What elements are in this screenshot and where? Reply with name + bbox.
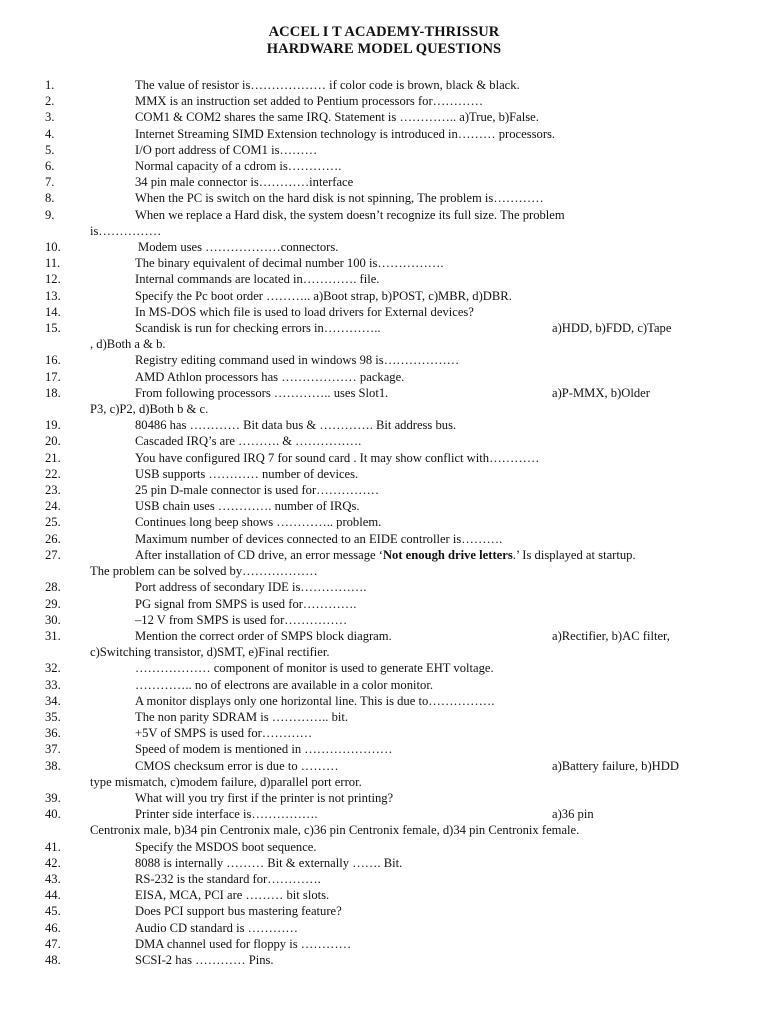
question-number: 32. [45,661,61,676]
question-text-main: Normal capacity of a cdrom is…………. [135,159,342,174]
question-item [0,806,768,838]
question-number: 38. [45,758,61,773]
question-text [135,790,688,806]
question-item [0,871,768,887]
question-number: 9. [45,207,55,222]
question-item [0,304,768,320]
question-text [138,239,688,255]
question-text-main: DMA channel used for floppy is ………… [135,936,352,951]
question-text [135,158,688,174]
question-text [135,369,688,385]
question-text [135,433,688,449]
question-text-main: COM1 & COM2 shares the same IRQ. Statement is ………….. a)True, b)False. [135,110,539,125]
question-text [135,596,688,612]
question-item [0,579,768,595]
question-item [0,887,768,903]
question-number: 5. [45,142,55,157]
question-text-main: What will you try first if the printer is not printing? [135,790,394,805]
question-text [135,952,688,968]
question-item [0,709,768,725]
question-item [0,433,768,449]
question-number: 3. [45,110,55,125]
question-text-main: From following processors ………….. uses Slot1. [135,385,389,400]
question-number: 6. [45,159,55,174]
question-text [135,612,688,628]
question-text [135,579,688,595]
question-number: 11. [45,256,61,271]
question-text [135,514,688,530]
question-text-main: In MS-DOS which file is used to load drivers for External devices? [135,304,474,319]
question-item [0,514,768,530]
question-text [135,93,688,109]
question-item [0,466,768,482]
question-item [0,628,768,660]
question-continuation: is…………… [90,223,162,238]
question-text [135,498,688,514]
question-text-main: EISA, MCA, PCI are ……… bit slots. [135,888,330,903]
question-text [135,304,688,320]
question-text [135,693,688,709]
question-number: 45. [45,904,61,919]
question-number: 34. [45,693,61,708]
question-text [135,936,688,952]
question-item [0,531,768,547]
question-number: 26. [45,531,61,546]
question-number: 28. [45,580,61,595]
question-item [0,693,768,709]
question-item [0,936,768,952]
question-number: 48. [45,952,61,967]
question-continuation: The problem can be solved by……………… [90,564,318,579]
question-text [135,677,688,693]
question-item [0,142,768,158]
question-options: a)Battery failure, b)HDD [552,758,679,773]
question-continuation: P3, c)P2, d)Both b & c. [90,402,209,417]
question-item [0,612,768,628]
question-text-main: The value of resistor is……………… if color code is brown, black & black. [135,78,520,92]
question-item [0,741,768,757]
question-number: 43. [45,871,61,886]
question-text-main: RS-232 is the standard for…………. [135,871,321,886]
question-number: 42. [45,855,61,870]
question-number: 36. [45,726,61,741]
question-options: a)HDD, b)FDD, c)Tape [552,321,672,336]
document-subtitle: HARDWARE MODEL QUESTIONS [266,41,502,57]
question-text-main: 8088 is internally ……… Bit & externally ……. Bit. [135,855,403,870]
question-options: a)Rectifier, b)AC filter, [552,628,670,643]
question-item [0,190,768,206]
question-item [0,417,768,433]
question-text-main: Speed of modem is mentioned in ………………… [135,742,393,757]
question-item [0,758,768,790]
question-text-main: Mention the correct order of SMPS block diagram. [135,628,392,643]
question-item [0,158,768,174]
question-number: 20. [45,434,61,449]
question-item [0,77,768,93]
question-text-main: PG signal from SMPS is used for…………. [135,596,357,611]
question-text-main: MMX is an instruction set added to Pentium processors for………… [135,94,484,109]
question-text-main: Internet Streaming SIMD Extension technology is introduced in……… processors. [135,126,556,141]
question-text [135,190,688,206]
question-text-bold: Not enough drive letters [382,547,513,562]
question-text-main: AMD Athlon processors has ……………… package. [135,369,405,384]
question-text [135,126,688,142]
question-text [135,109,688,125]
question-item [0,207,768,239]
question-continuation: , d)Both a & b. [90,337,166,352]
question-number: 35. [45,709,61,724]
question-text-main: Cascaded IRQ’s are ………. & ……………. [135,434,362,449]
question-continuation: Centronix male, b)34 pin Centronix male, c)36 pin Centronix female, d)34 pin Centronix female. [90,823,580,838]
question-text-main: SCSI-2 has ………… Pins. [135,952,274,967]
question-text-main: The binary equivalent of decimal number 100 is……………. [135,256,444,271]
question-text-main: Audio CD standard is ………… [135,920,299,935]
question-text [135,806,688,822]
question-text-main: Internal commands are located in…………. file. [135,272,380,287]
question-text-part: .’ Is displayed at startup. [512,547,636,562]
question-item [0,482,768,498]
question-item [0,952,768,968]
question-text-main: Specify the Pc boot order ……….. a)Boot strap, b)POST, c)MBR, d)DBR. [135,288,512,303]
question-text [135,628,688,644]
question-text [135,255,688,271]
question-text [135,531,688,547]
question-list [0,77,768,968]
question-text [135,385,688,401]
question-item [0,352,768,368]
question-text [135,741,688,757]
question-text [135,77,688,93]
question-item [0,239,768,255]
question-item [0,498,768,514]
question-number: 14. [45,304,61,319]
question-continuation: type mismatch, c)modem failure, d)parallel port error. [90,774,362,789]
question-text-main: Port address of secondary IDE is……………. [135,580,367,595]
question-text-main: ……………… component of monitor is used to generate EHT voltage. [135,661,494,676]
question-text-main: Printer side interface is……………. [135,807,318,822]
question-item [0,855,768,871]
question-text-main: Does PCI support bus mastering feature? [135,904,342,919]
question-number: 44. [45,888,61,903]
question-number: 4. [45,126,55,141]
question-number: 39. [45,790,61,805]
question-text [135,142,688,158]
question-number: 31. [45,628,61,643]
question-item [0,126,768,142]
question-text-main: A monitor displays only one horizontal line. This is due to……………. [135,693,495,708]
question-text [135,709,688,725]
question-number: 23. [45,483,61,498]
question-text [135,320,688,336]
question-number: 33. [45,677,61,692]
question-text [135,839,688,855]
question-number: 21. [45,450,61,465]
question-number: 37. [45,742,61,757]
question-number: 18. [45,385,61,400]
question-item [0,903,768,919]
question-number: 40. [45,807,61,822]
question-item [0,596,768,612]
document-title: ACCEL I T ACADEMY-THRISSUR [268,24,500,40]
question-text-main: 80486 has ………… Bit data bus & …………. Bit address bus. [135,418,457,433]
question-number: 1. [45,78,55,92]
question-item [0,660,768,676]
question-text-main: You have configured IRQ 7 for sound card . It may show conflict with………… [135,450,540,465]
question-number: 47. [45,936,61,951]
question-options: a)P-MMX, b)Older [552,385,650,400]
question-text [135,288,688,304]
question-number: 46. [45,920,61,935]
question-text-main: +5V of SMPS is used for………… [135,726,313,741]
question-number: 8. [45,191,55,206]
question-text [135,207,688,223]
question-text [135,417,688,433]
question-text-main: CMOS checksum error is due to ……… [135,758,339,773]
question-text-main: The non parity SDRAM is ………….. bit. [135,709,349,724]
question-text-main: When we replace a Hard disk, the system doesn’t recognize its full size. The problem [135,207,565,222]
question-item [0,109,768,125]
question-continuation: c)Switching transistor, d)SMT, e)Final rectifier. [90,645,330,660]
question-text-main: USB chain uses …………. number of IRQs. [135,499,360,514]
question-text-main: 34 pin male connector is…………interface [135,175,354,190]
question-item [0,320,768,352]
question-text-main: ………….. no of electrons are available in a color monitor. [135,677,433,692]
question-number: 2. [45,94,55,109]
question-text [135,920,688,936]
question-text [135,855,688,871]
question-text-main: –12 V from SMPS is used for…………… [135,612,348,627]
question-number: 27. [45,547,61,562]
question-text-main: Scandisk is run for checking errors in………….. [135,321,381,336]
question-text [135,450,688,466]
question-item [0,255,768,271]
question-number: 7. [45,175,55,190]
question-text-main: When the PC is switch on the hard disk is not spinning, The problem is………… [135,191,544,206]
question-number: 22. [45,466,61,481]
question-item [0,790,768,806]
question-item [0,385,768,417]
question-text [135,725,688,741]
question-options: a)36 pin [552,807,594,822]
question-text-main: 25 pin D-male connector is used for…………… [135,483,380,498]
question-text-main: I/O port address of COM1 is……… [135,142,318,157]
question-item [0,174,768,190]
question-text [135,271,688,287]
question-text [135,660,688,676]
question-text [135,871,688,887]
question-number: 16. [45,353,61,368]
question-number: 10. [45,240,61,255]
question-text-main: Modem uses ………………connectors. [138,240,339,255]
question-number: 12. [45,272,61,287]
question-item [0,839,768,855]
question-text-main: Continues long beep shows ………….. problem. [135,515,382,530]
question-text [135,174,688,190]
question-number: 19. [45,418,61,433]
question-text-part: After installation of CD drive, an error message ‘ [135,547,383,562]
question-number: 30. [45,612,61,627]
question-text [135,466,688,482]
question-text [135,903,688,919]
question-text [135,547,688,563]
question-text [135,887,688,903]
question-text-main: Specify the MSDOS boot sequence. [135,839,317,854]
question-number: 24. [45,499,61,514]
question-number: 17. [45,369,61,384]
question-number: 41. [45,839,61,854]
question-text-main: USB supports ………… number of devices. [135,466,359,481]
question-text [135,758,688,774]
question-item [0,369,768,385]
question-text-main: Registry editing command used in windows 98 is……………… [135,353,460,368]
question-item [0,725,768,741]
question-item [0,93,768,109]
question-item [0,288,768,304]
question-number: 15. [45,321,61,336]
question-item [0,677,768,693]
question-text [135,352,688,368]
question-text-main: Maximum number of devices connected to an EIDE controller is………. [135,531,503,546]
question-number: 29. [45,596,61,611]
question-text [135,482,688,498]
question-item [0,450,768,466]
question-item [0,920,768,936]
question-number: 13. [45,288,61,303]
question-item [0,271,768,287]
question-number: 25. [45,515,61,530]
question-item [0,547,768,579]
